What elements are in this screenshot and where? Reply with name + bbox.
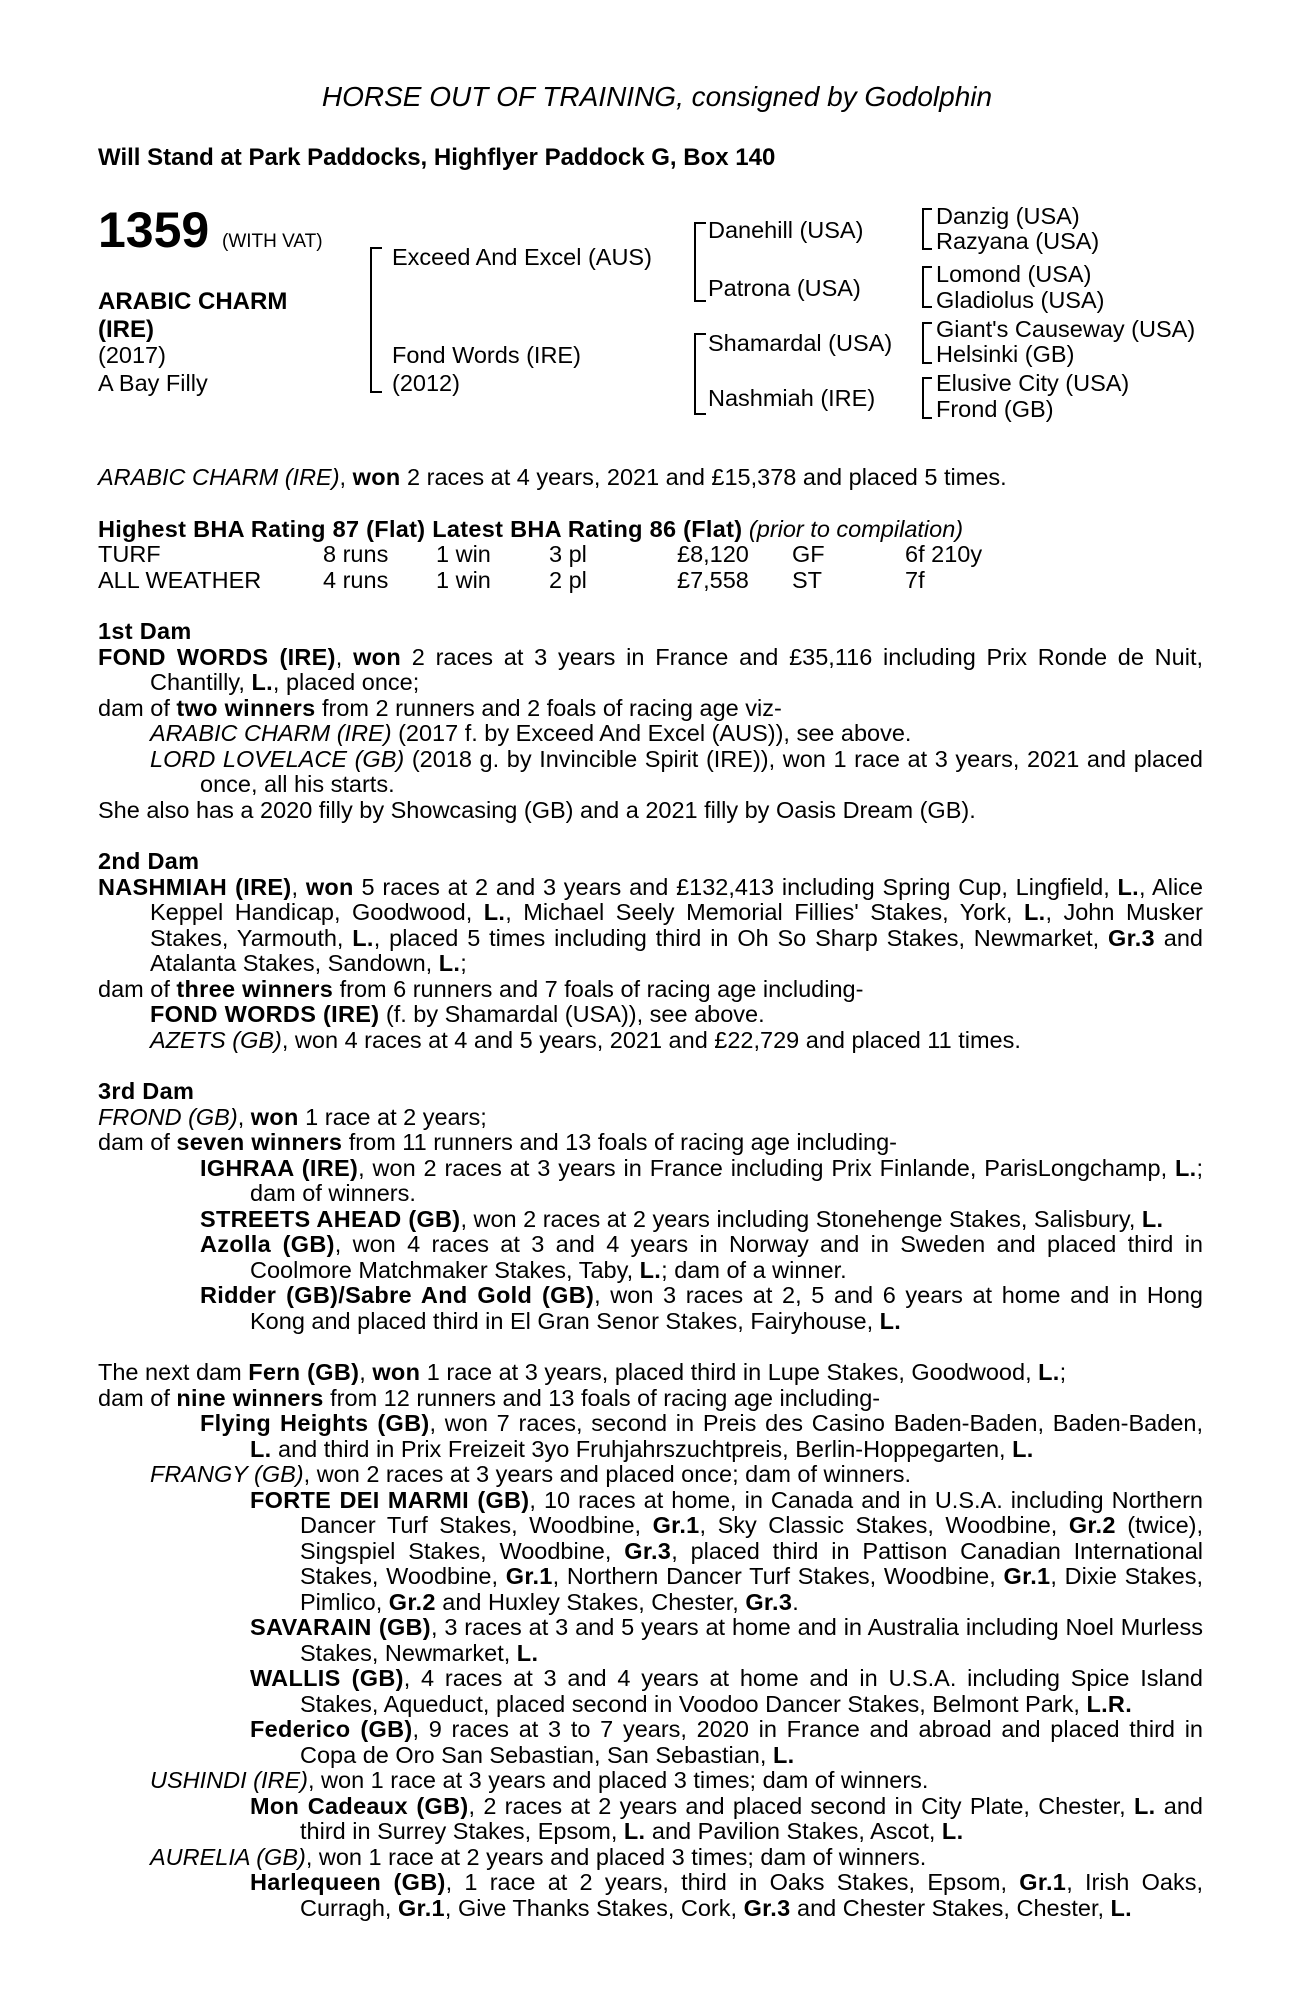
page-title: HORSE OUT OF TRAINING, consigned by Godolphin — [321, 81, 993, 112]
progeny-entry: LORD LOVELACE (GB) (2018 g. by Invincible Spirit (IRE)), won 1 race at 3 years, 2021 and placed once, all his starts. — [150, 745, 1203, 797]
dam: Fond Words (IRE) — [392, 342, 581, 368]
progeny-entry: ARABIC CHARM (IRE) (2017 f. by Exceed And Excel (AUS)), see above. — [150, 720, 912, 746]
section-heading: 3rd Dam — [98, 1078, 195, 1104]
dam-record: NASHMIAH (IRE), won 5 races at 2 and 3 years and £132,413 including Spring Cup, Lingfield, L., Alice Keppel Handicap, Goodwood, L., Michael Seely Memorial Fillies' Stakes, York, L., John Musker Stakes, Yarmouth, L., placed 5 times including third in Oh So Sharp Stakes, Newmarket, Gr.3 and Atalanta Stakes, Sandown, L.; — [98, 873, 1203, 976]
progeny-entry: FOND WORDS (IRE) (f. by Shamardal (USA)), see above. — [150, 1001, 765, 1027]
progeny-entry: AURELIA (GB), won 1 race at 2 years and placed 3 times; dam of winners. — [150, 1843, 927, 1870]
stand-location: Will Stand at Park Paddocks, Highflyer Paddock G, Box 140 — [98, 144, 776, 171]
progeny-entry: USHINDI (IRE), won 1 race at 3 years and placed 3 times; dam of winners. — [150, 1767, 929, 1793]
horse-name-line2: (IRE) — [98, 316, 154, 343]
vat-label: (WITH VAT) — [222, 231, 323, 252]
grandsire-2: Razyana (USA) — [936, 228, 1100, 254]
progeny-entry: Federico (GB), 9 races at 3 to 7 years, 2020 in France and abroad and placed third in Copa de Oro San Sebastian, San Sebastian, L. — [250, 1716, 1203, 1768]
grandsire-3: Lomond (USA) — [936, 261, 1092, 287]
g-brace-4 — [922, 377, 932, 419]
dam-of-line: dam of two winners from 2 runners and 2 foals of racing age viz- — [98, 694, 782, 721]
race-summary: ARABIC CHARM (IRE), won 2 races at 4 years, 2021 and £15,378 and placed 5 times. — [98, 464, 1007, 490]
third-dam-section — [98, 1079, 1203, 1334]
progeny-entry: IGHRAA (IRE), won 2 races at 3 years in France including Prix Finlande, ParisLongchamp, L.; dam of winners. — [200, 1154, 1203, 1206]
rating-block — [98, 517, 1203, 594]
grandsire-6: Helsinki (GB) — [936, 341, 1075, 367]
grandsire-1: Danzig (USA) — [936, 203, 1080, 229]
g-brace-2 — [922, 266, 932, 308]
lot-number: 1359 — [98, 202, 210, 258]
progeny-entry: Ridder (GB)/Sabre And Gold (GB), won 3 races at 2, 5 and 6 years at home and in Hong Kong and placed third in El Gran Senor Stakes, Fairyhouse, L. — [200, 1282, 1203, 1334]
second-dam-section — [98, 849, 1203, 1053]
progeny-entry: WALLIS (GB), 4 races at 3 and 4 years at home and in U.S.A. including Spice Island Stakes, Aqueduct, placed second in Voodoo Dancer Stakes, Belmont Park, L.R. — [250, 1665, 1203, 1717]
g-brace-1 — [922, 208, 932, 250]
progeny-entry: STREETS AHEAD (GB), won 2 races at 2 years including Stonehenge Stakes, Salisbury, L. — [200, 1205, 1164, 1232]
dam-of-line: dam of three winners from 6 runners and 7 foals of racing age including- — [98, 975, 864, 1002]
dam-of-line: dam of seven winners from 11 runners and 13 foals of racing age including- — [98, 1129, 898, 1155]
progeny-entry: Azolla (GB), won 4 races at 3 and 4 years in Norway and in Sweden and placed third in Coolmore Matchmaker Stakes, Taby, L.; dam of a winner. — [200, 1231, 1203, 1283]
next-dam-section — [98, 1360, 1203, 1921]
progeny-entry: Flying Heights (GB), won 7 races, second in Preis des Casino Baden-Baden, Baden-Baden, L. and third in Prix Freizeit 3yo Fruhjahrszuchtpreis, Berlin-Hoppegarten, L. — [200, 1410, 1203, 1462]
grandsire-7: Elusive City (USA) — [936, 370, 1130, 396]
progeny-entry: SAVARAIN (GB), 3 races at 3 and 5 years at home and in Australia including Noel Murless Stakes, Newmarket, L. — [250, 1614, 1204, 1666]
sire-sire: Danehill (USA) — [708, 217, 864, 243]
table-row: TURF 8 runs 1 win 3 pl £8,120 GF 6f 210y — [98, 541, 983, 567]
dam-sire: Shamardal (USA) — [708, 330, 893, 356]
grandsire-8: Frond (GB) — [936, 396, 1054, 422]
dam-dam: Nashmiah (IRE) — [708, 385, 876, 411]
section-heading: 2nd Dam — [98, 848, 200, 874]
progeny-entry: AZETS (GB), won 4 races at 4 and 5 years, 2021 and £22,729 and placed 11 times. — [150, 1026, 1021, 1053]
grandsire-5: Giant's Causeway (USA) — [936, 316, 1196, 342]
rating-table — [98, 542, 982, 593]
sire-dam: Patrona (USA) — [708, 275, 861, 301]
section-heading: 1st Dam — [98, 618, 192, 644]
grandsire-4: Gladiolus (USA) — [936, 287, 1105, 313]
progeny-entry: FORTE DEI MARMI (GB), 10 races at home, in Canada and in U.S.A. including Northern Dancer Turf Stakes, Woodbine, Gr.1, Sky Classic Stakes, Woodbine, Gr.2 (twice), Singspiel Stakes, Woodbine, Gr.3, placed third in Pattison Canadian International Stakes, Woodbine, Gr.1, Northern Dancer Turf Stakes, Woodbine, Gr.1, Dixie Stakes, Pimlico, Gr.2 and Huxley Stakes, Chester, Gr.3. — [250, 1486, 1203, 1615]
dam-of-line: dam of nine winners from 12 runners and 13 foals of racing age including- — [98, 1384, 881, 1411]
dam-record: The next dam Fern (GB), won 1 race at 3 years, placed third in Lupe Stakes, Goodwood, L.; — [98, 1359, 1067, 1385]
rating-line: Highest BHA Rating 87 (Flat) Latest BHA Rating 86 (Flat) (prior to compilation) — [98, 515, 964, 542]
catalogue-body — [98, 465, 1203, 1921]
progeny-entry: Mon Cadeaux (GB), 2 races at 2 years and placed second in City Plate, Chester, L. and third in Surrey Stakes, Epsom, L. and Pavilion Stakes, Ascot, L. — [250, 1792, 1203, 1844]
dam-record: FOND WORDS (IRE), won 2 races at 3 years in France and £35,116 including Prix Ronde de Nuit, Chantilly, L., placed once; — [98, 643, 1204, 695]
dam-brace — [694, 333, 706, 415]
pedigree-brace — [370, 247, 382, 393]
first-dam-section — [98, 619, 1203, 823]
sire: Exceed And Excel (AUS) — [392, 244, 652, 270]
also-has-line: She also has a 2020 filly by Showcasing (GB) and a 2021 filly by Oasis Dream (GB). — [98, 796, 976, 823]
horse-description: A Bay Filly — [98, 370, 208, 396]
horse-name — [98, 288, 287, 344]
table-row: ALL WEATHER 4 runs 1 win 2 pl £7,558 ST 7f — [98, 566, 925, 593]
dam-year: (2012) — [392, 370, 460, 396]
sire-brace — [694, 222, 706, 302]
horse-name-line1: ARABIC CHARM — [98, 288, 288, 315]
horse-year: (2017) — [98, 342, 166, 368]
progeny-entry: FRANGY (GB), won 2 races at 3 years and placed once; dam of winners. — [150, 1461, 912, 1487]
progeny-entry: Harlequeen (GB), 1 race at 2 years, third in Oaks Stakes, Epsom, Gr.1, Irish Oaks, Curragh, Gr.1, Give Thanks Stakes, Cork, Gr.3 and Chester Stakes, Chester, L. — [250, 1869, 1203, 1921]
dam-record: FROND (GB), won 1 race at 2 years; — [98, 1103, 487, 1130]
g-brace-3 — [922, 322, 932, 364]
